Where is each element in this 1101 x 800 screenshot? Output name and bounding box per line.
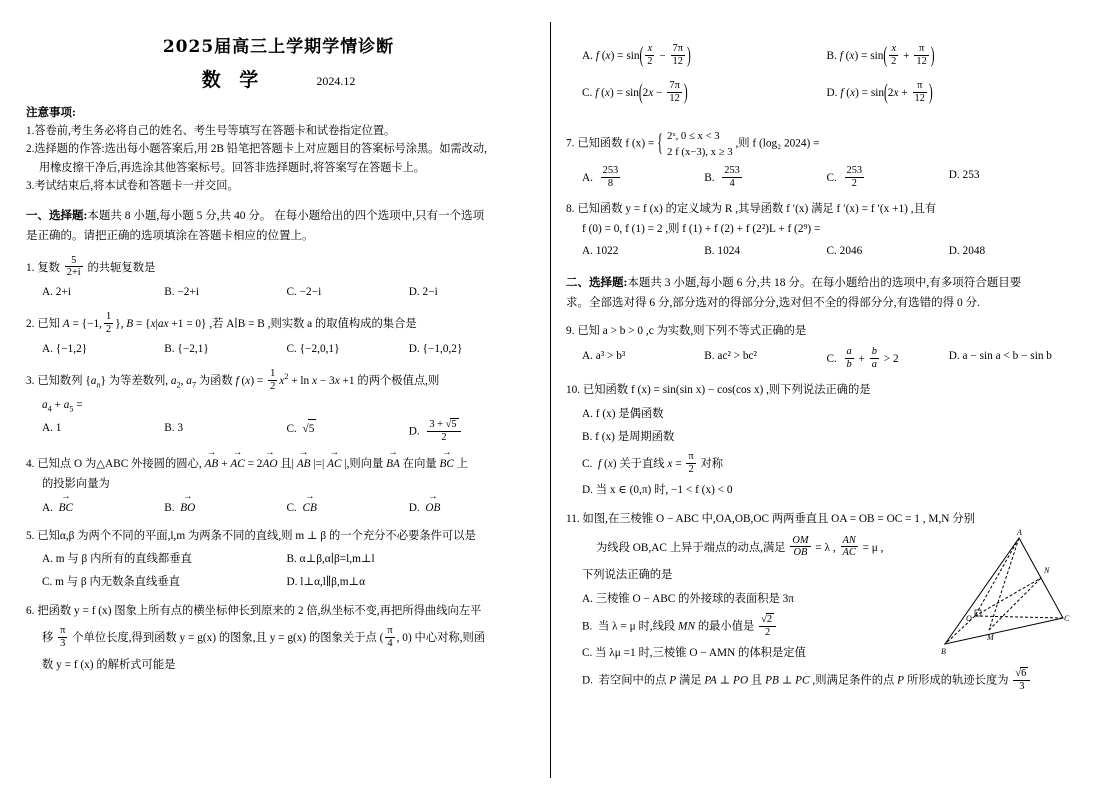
q6-number: 6. [26, 604, 35, 617]
question-5 [26, 527, 531, 592]
section-1-line2: 是正确的。请把正确的选项填涂在答题卡相应的位置上。 [26, 229, 314, 242]
q6-option-c: C. f (x) = sin(2x − $\frac{7\pi}{12}$ ) [582, 79, 688, 105]
q7-option-d: D. 253 [948, 168, 980, 181]
section-1-label: 一、选择题: [26, 210, 88, 223]
q1-text-b: 的共轭复数是 [87, 261, 156, 274]
q2-number: 2. [26, 318, 35, 331]
q11-line2: 为线段 OB,AC 上异于端点的动点,满足 $\frac{OM}{OB}$ = λ , $\frac{AN}{AC}$ = μ , [596, 534, 884, 559]
q3-option-c: C. √ 5 [287, 419, 409, 445]
q11-ratio-om-ob: $\frac{OM}{OB}$ [792, 534, 809, 559]
q11-option-a: A. 三棱锥 O − ABC 的外接球的表面积是 3π [582, 593, 794, 606]
q5-option-a: A. m 与 β 内所有的直线都垂直 [42, 553, 192, 566]
q10-option-a: A. f (x) 是偶函数 [582, 407, 664, 420]
q7-options [566, 166, 1071, 191]
q6-option-d: D. f (x) = sin(2x + $\frac{\pi}{12}$ ) [826, 79, 933, 105]
q11-figure [911, 526, 1071, 664]
q2-option-c: C. {−2,0,1} [286, 343, 340, 356]
q9-option-b: B. ac² > bc² [704, 349, 757, 362]
q5-option-d: D. l⊥α,l∥β,m⊥α [286, 575, 366, 588]
section-2-rest: 本题共 3 小题,每小题 6 分,共 18 分。在每小题给出的选项中,有多项符合题目要 [627, 277, 1022, 290]
q4-line2: 的投影向量为 [42, 477, 110, 490]
q8-option-a: A. 1022 [582, 245, 619, 258]
q9-number: 9. [566, 325, 575, 338]
column-divider [550, 22, 551, 778]
q10-option-b: B. f (x) 是周期函数 [582, 431, 675, 444]
q6-line2-c: 中心对称,则函 [414, 632, 486, 645]
q11-line2-a: 为线段 OB,AC 上异于端点的动点,满足 [596, 541, 786, 554]
q8-option-c: C. 2046 [826, 245, 863, 258]
notice-line-3: 用橡皮擦干净后,再选涂其他答案标号。回答非选择题时,将答案写在答题卡上。 [39, 161, 425, 174]
exam-date: 2024.12 [316, 74, 356, 88]
q11-ratio-an-ac: $\frac{AN}{AC}$ [842, 534, 856, 559]
q11-line1: 如图,在三棱锥 O − ABC 中,OA,OB,OC 两两垂直且 OA = OB = OC = 1 , M,N 分别 [582, 512, 975, 525]
q6-line1: 把函数 y = f (x) 图象上所有点的横坐标伸长到原来的 2 倍,纵坐标不变,再把所得曲线向左平 [37, 604, 482, 617]
svg-text:B: B [941, 646, 946, 656]
svg-text:A: A [1017, 527, 1022, 537]
q2-options [26, 340, 531, 360]
q3-text-c: 为函数 [198, 374, 233, 387]
question-9 [566, 322, 1071, 372]
q8-line2: f (0) = 0, f (1) = 2 ,则 f (1) + f (2) + f (2²)L + f (2⁹) = [582, 222, 821, 235]
q2-set-a: A = {−1, $\frac{1}{2}$ } [62, 311, 121, 336]
q2-option-b: B. {−2,1} [164, 343, 209, 356]
q4-option-d: D. → OB [409, 498, 531, 519]
q2-set-b: B = {x|ax +1 = 0} [126, 318, 207, 331]
q4-vec-expr: → AB + → AC = 2→ AO 且| → AB |=| → AC | [204, 458, 346, 470]
q5-number: 5. [26, 530, 35, 543]
q3-option-a: A. 1 [42, 422, 62, 435]
question-8 [566, 200, 1071, 262]
q5-options-row1 [26, 550, 531, 570]
q1-options [26, 283, 531, 303]
q4-option-c: C. → CB [287, 498, 409, 519]
q11-number: 11. [566, 512, 580, 525]
q3-func: f (x) = $\frac{1}{2}$ $x^2 + \ln x - 3x +1$ [235, 367, 355, 392]
q7-piece-2: 2 f (x−3), x ≥ 3 [667, 145, 733, 158]
q1-option-d: D. 2−i [408, 286, 438, 299]
notice-line-1: 1.答卷前,考生务必将自己的姓名、考生号等填写在答题卡和试卷指定位置。 [26, 125, 396, 137]
q8-number: 8. [566, 202, 575, 215]
q10-options [566, 405, 1071, 501]
q7-option-b: B. $\frac{253}{4}$ [704, 164, 740, 189]
q4-options [26, 498, 531, 519]
q9-option-c: C. $\frac{a}{b}$ + $\frac{b}{a}$ > 2 [826, 345, 899, 370]
right-column [566, 18, 1071, 693]
q1-option-b: B. −2+i [164, 286, 199, 299]
q10-number: 10. [566, 383, 581, 396]
tetrahedron-diagram [911, 526, 1071, 656]
left-column [26, 18, 531, 676]
notice-line-2: 2.选择题的作答:选出每小题答案后,用 2B 铅笔把答题卡上对应题目的答案标号涂黑。如需改动, [26, 143, 487, 156]
q5-option-b: B. α⊥β,α∣β=l,m⊥l [286, 553, 375, 566]
question-6 [26, 602, 531, 676]
q7-option-c: C. $\frac{253}{2}$ [826, 164, 863, 189]
section-1-heading [26, 207, 531, 246]
q11-option-d: D. 若空间中的点 P 满足 PA ⊥ PO 且 PB ⊥ PC ,则满足条件的点 P 所形成的轨迹长度为 √ $\frac{6}{3}$ [582, 668, 1071, 694]
q11-line3: 下列说法正确的是 [582, 569, 673, 582]
q6-options-row1 [566, 44, 1071, 69]
q10-option-c: C. f (x) 关于直线 x = $\frac{\pi}{2}$ 对称 [582, 451, 724, 476]
q5-text: 已知α,β 为两个不同的平面,l,m 为两条不同的直线,则 m ⊥ β 的一个充分不必要条件可以是 [37, 530, 476, 543]
q9-option-d: D. a − sin a < b − sin b [948, 349, 1052, 362]
q8-option-d: D. 2048 [948, 245, 986, 258]
q3-text-b: 为等差数列, [108, 374, 169, 387]
q4-line1: 已知点 O 为△ABC 外接圆的圆心, [37, 458, 202, 471]
subject-row [26, 65, 531, 92]
question-2: 2. 已知 A = {−1, $\frac{1}{2}$ }, B = {x|ax +1 = 0} ,若 A∣B = B ,则实数 a 的取值构成的集合是 A. {−1,2} B. {−2,1} C. {−2,0,1} D. {−1,0,2} [26, 312, 531, 360]
q4-number: 4. [26, 458, 35, 471]
q8-option-b: B. 1024 [704, 245, 741, 258]
page-title: 2025届高三上学期学情诊断 [162, 37, 395, 57]
q5-option-c: C. m 与 β 内无数条直线垂直 [42, 575, 180, 588]
q1-option-c: C. −2−i [286, 286, 322, 299]
q9-options [566, 347, 1071, 372]
q2-tail: ,若 A∣B = B ,则实数 a 的取值构成的集合是 [209, 318, 417, 331]
q2-option-a: A. {−1,2} [42, 343, 88, 356]
q6-line2 [26, 626, 531, 651]
q3-option-d: D. $\frac{3 + √ 5}{2}$ [409, 419, 531, 445]
section-2-line2: 求。全部选对得 6 分,部分选对的得部分分,选对但不全的得部分分,有选错的得 0 分. [566, 296, 980, 309]
q5-options-row2 [26, 573, 531, 593]
svg-text:N: N [1044, 565, 1050, 575]
svg-text:C: C [1064, 613, 1070, 623]
question-7 [566, 128, 1071, 191]
notice-title: 注意事项: [26, 107, 76, 119]
q1-number: 1. [26, 261, 35, 274]
q2-text: 已知 [37, 318, 60, 331]
q10-text: 已知函数 f (x) = sin(sin x) − cos(cos x) ,则下列说法正确的是 [582, 383, 871, 396]
q7-text-a: 已知函数 f (x) = [577, 137, 655, 150]
svg-text:M: M [987, 632, 994, 642]
q2-option-d: D. {−1,0,2} [408, 343, 463, 356]
q7-piece-1: { 2ˣ, 0 ≤ x < 3 [667, 129, 720, 142]
q3-options [26, 419, 531, 445]
notice-line-4: 3.考试结束后,将本试卷和答题卡一并交回。 [26, 180, 239, 193]
q8-line1: 已知函数 y = f (x) 的定义域为 R ,其导函数 f ′(x) 满足 f ′(x) = f ′(x +1) ,且有 [577, 202, 937, 215]
q6-line2-b: 个单位长度,得到函数 y = g(x) 的图象,且 y = g(x) 的图象关于点 [72, 632, 377, 645]
q3-option-b: B. 3 [164, 422, 184, 435]
section-2-label: 二、选择题: [566, 277, 628, 290]
section-1-rest: 本题共 8 小题,每小题 5 分,共 40 分。 在每小题给出的四个选项中,只有一个选项 [87, 210, 485, 223]
q3-expr: $a_4 + a_5$ = [42, 398, 83, 413]
question-4: 4. 已知点 O 为△ABC 外接圆的圆心, → AB + → AC = 2→ AO 且| → AB |=| → AC |,则向量 → BA 在向量 → BC 上 的投影向量为 A. → BC B. → BO C. → CB D. → OB [26, 454, 531, 518]
q3-number: 3. [26, 374, 35, 387]
q6-option-a: A. f (x) = sin( $\frac{x}{2}$ − $\frac{7\pi}{12}$ ) [582, 43, 691, 69]
question-3 [26, 369, 531, 445]
q1-fraction: $\frac{5}{2+i}$ [66, 254, 81, 279]
question-1 [26, 256, 531, 304]
q3-seq: $\{a_n\}$ [85, 374, 106, 390]
q1-option-a: A. 2+i [42, 286, 71, 299]
q6-options-row2 [566, 81, 1071, 106]
q3-text-d: 的两个极值点,则 [357, 374, 440, 387]
svg-text:O: O [966, 613, 972, 623]
question-11 [566, 510, 1071, 694]
q11-option-b: B. 当 λ = μ 时,线段 MN 的最小值是 √ $\frac{2}{2}$ [582, 614, 1071, 640]
q10-option-d: D. 当 x ∈ (0,π) 时, −1 < f (x) < 0 [582, 484, 733, 497]
q7-option-a: A. $\frac{253}{8}$ [582, 164, 619, 189]
section-2-heading [566, 274, 1071, 313]
q6-pi-over-3: $\frac{\pi}{3}$ [60, 625, 66, 650]
q4-option-b: B. → BO [164, 498, 286, 519]
q6-point: ( $\frac{\pi}{4}$ , 0) [379, 625, 412, 650]
q3-text-a: 已知数列 [37, 374, 83, 387]
subject-name: 数 学 [201, 69, 265, 91]
q9-option-a: A. a³ > b³ [582, 349, 626, 362]
q11-option-c: C. 当 λμ =1 时,三棱锥 O − AMN 的体积是定值 [582, 646, 806, 659]
q1-text-a: 复数 [37, 261, 60, 274]
q7-text-b: ,则 f (log₂ 2024) = [735, 137, 820, 150]
q6-option-b: B. f (x) = sin( $\frac{x}{2}$ + $\frac{\pi}{12}$ ) [826, 43, 935, 69]
q7-number: 7. [566, 137, 575, 150]
q8-options [566, 242, 1071, 262]
q3-terms: $a_2$, $a_7$ [170, 374, 196, 390]
q6-line2-a: 移 [42, 632, 54, 645]
question-10 [566, 381, 1071, 501]
q6-line3: 数 y = f (x) 的解析式可能是 [42, 659, 176, 672]
q9-text: 已知 a > b > 0 ,c 为实数,则下列不等式正确的是 [577, 325, 807, 338]
q4-option-a: A. → BC [42, 498, 164, 519]
q7-piecewise [657, 128, 733, 160]
